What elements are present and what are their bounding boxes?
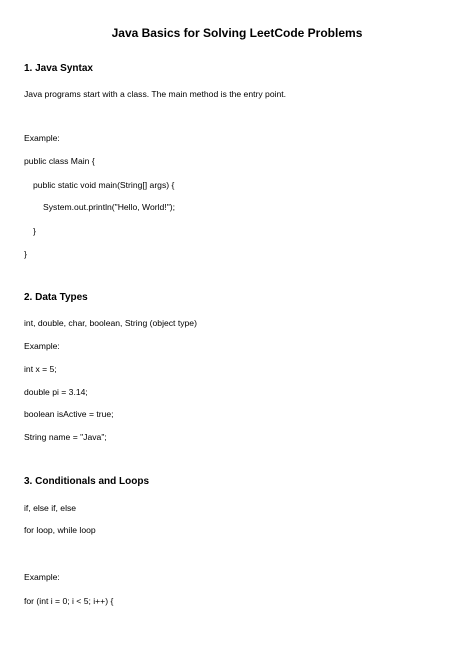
example-label: Example: [24, 341, 60, 351]
example-label: Example: [24, 133, 60, 143]
code-line: System.out.println("Hello, World!"); [43, 202, 176, 212]
code-line: String name = "Java"; [24, 432, 107, 442]
code-line: for (int i = 0; i < 5; i++) { [24, 596, 114, 606]
code-line: } [24, 249, 27, 259]
code-line: public static void main(String[] args) { [33, 180, 175, 190]
code-line: int x = 5; [24, 364, 57, 374]
paragraph-line: int, double, char, boolean, String (object type) [24, 318, 197, 328]
code-line: boolean isActive = true; [24, 409, 114, 419]
paragraph-line: Java programs start with a class. The main method is the entry point. [24, 89, 287, 99]
section-heading-data-types: 2. Data Types [24, 292, 88, 303]
section-heading-java-syntax: 1. Java Syntax [24, 63, 93, 74]
code-line: public class Main { [24, 156, 95, 166]
section-heading-conditionals-and-loops: 3. Conditionals and Loops [24, 476, 149, 487]
document-title: Java Basics for Solving LeetCode Problems [111, 26, 363, 40]
paragraph-line: for loop, while loop [24, 525, 96, 535]
example-label: Example: [24, 572, 60, 582]
paragraph-line: if, else if, else [24, 503, 77, 513]
code-line: double pi = 3.14; [24, 387, 88, 397]
code-line: } [33, 226, 36, 236]
